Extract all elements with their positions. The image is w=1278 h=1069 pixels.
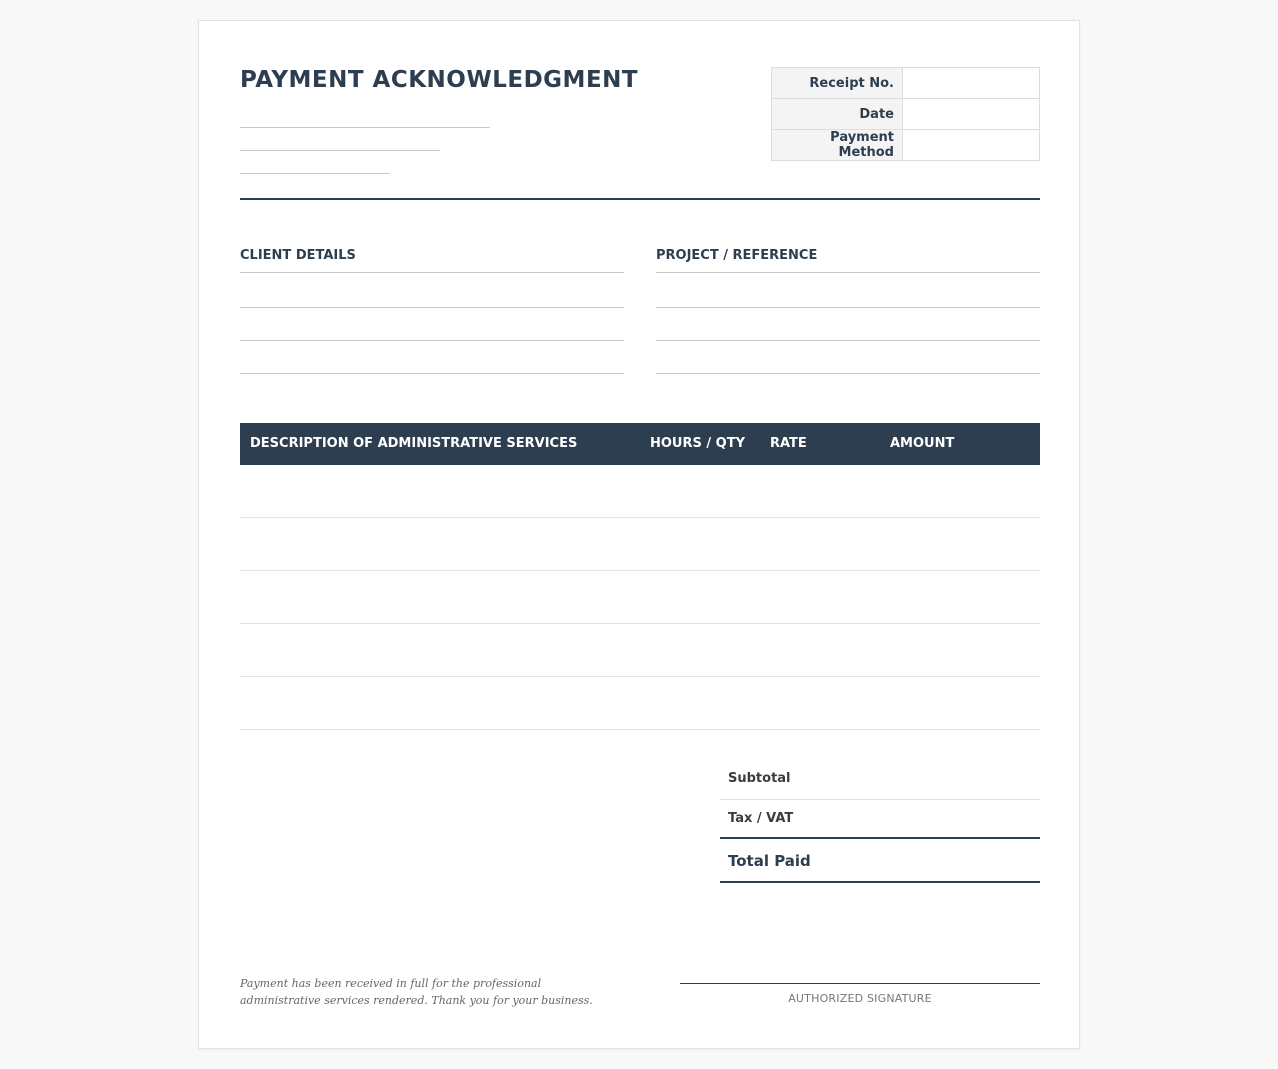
total-paid-label: Total Paid: [728, 852, 811, 870]
total-top-rule: [720, 837, 1040, 839]
receipt-number-field[interactable]: [903, 68, 1040, 99]
client-heading-underline: [240, 272, 624, 273]
document-title: PAYMENT ACKNOWLEDGMENT: [240, 67, 639, 93]
payment-method-label: Payment Method: [772, 130, 903, 161]
client-details-line[interactable]: [240, 307, 624, 308]
payment-note: Payment has been received in full for the professional administrative services rendered. Thank you for your business.: [240, 977, 593, 1007]
signature-line[interactable]: [680, 983, 1040, 984]
project-heading-underline: [656, 272, 1040, 273]
receipt-meta-table: [771, 67, 1040, 161]
table-row[interactable]: [240, 570, 1040, 571]
company-address-line[interactable]: [240, 150, 440, 151]
amount-column-header: AMOUNT: [890, 436, 955, 451]
tax-vat-label: Tax / VAT: [728, 811, 794, 826]
description-column-header: DESCRIPTION OF ADMINISTRATIVE SERVICES: [250, 436, 578, 451]
date-field[interactable]: [903, 99, 1040, 130]
payment-method-field[interactable]: [903, 130, 1040, 161]
table-row[interactable]: [240, 676, 1040, 677]
project-reference-line[interactable]: [656, 307, 1040, 308]
total-bottom-rule: [720, 881, 1040, 883]
client-details-heading: CLIENT DETAILS: [240, 248, 356, 263]
company-name-line[interactable]: [240, 127, 490, 128]
receipt-page: [198, 20, 1080, 1049]
hours-qty-column-header: HOURS / QTY: [650, 436, 745, 451]
table-row[interactable]: [240, 729, 1040, 730]
subtotal-divider: [720, 799, 1040, 800]
project-reference-line[interactable]: [656, 373, 1040, 374]
date-label: Date: [772, 99, 903, 130]
client-details-line[interactable]: [240, 340, 624, 341]
company-contact-line[interactable]: [240, 173, 390, 174]
table-row[interactable]: [240, 623, 1040, 624]
table-row[interactable]: [240, 517, 1040, 518]
subtotal-label: Subtotal: [728, 771, 791, 786]
rate-column-header: RATE: [770, 436, 807, 451]
signature-label: AUTHORIZED SIGNATURE: [788, 992, 932, 1005]
receipt-number-label: Receipt No.: [772, 68, 903, 99]
client-details-line[interactable]: [240, 373, 624, 374]
project-reference-heading: PROJECT / REFERENCE: [656, 248, 818, 263]
project-reference-line[interactable]: [656, 340, 1040, 341]
services-table-header: [240, 423, 1040, 465]
header-divider: [240, 198, 1040, 200]
